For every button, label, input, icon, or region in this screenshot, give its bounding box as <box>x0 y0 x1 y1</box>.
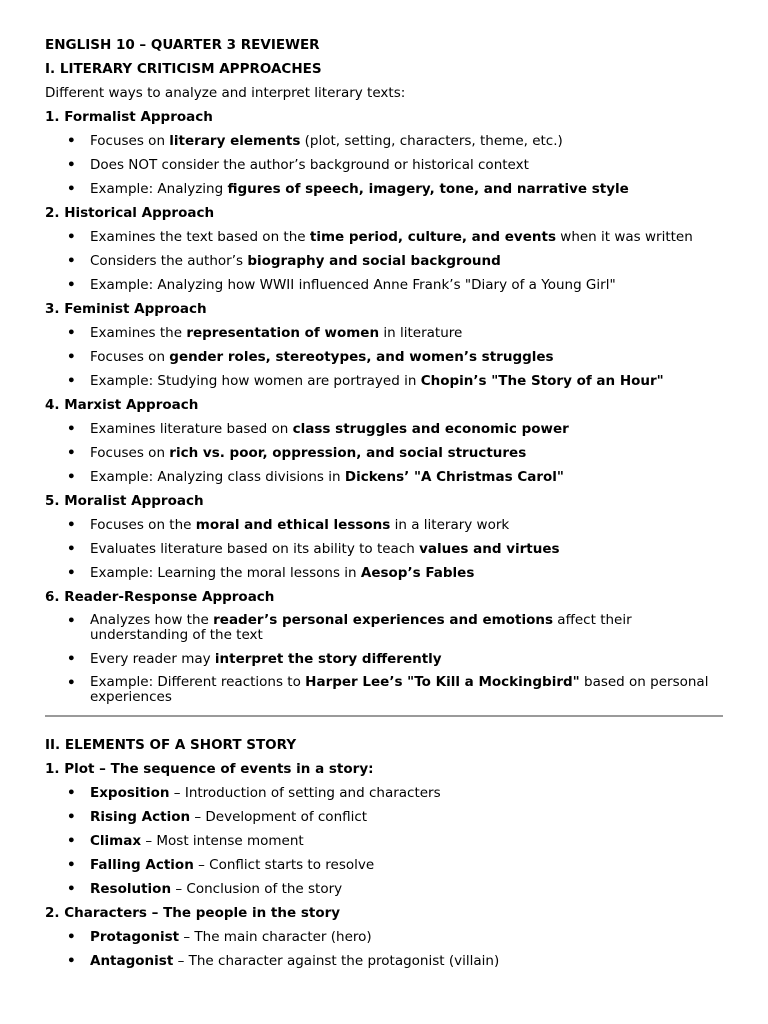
approach-title: 4. Marxist Approach <box>45 397 199 413</box>
bullet-icon: • <box>67 613 76 629</box>
bullet-icon: • <box>67 421 76 437</box>
list-item: • Exposition – Introduction of setting and characters <box>67 785 441 801</box>
bullet-icon: • <box>67 881 76 897</box>
list-item: • Does NOT consider the author’s background or historical context <box>67 157 529 173</box>
list-item: • Example: Analyzing figures of speech, imagery, tone, and narrative style <box>67 181 629 197</box>
bullet-icon: • <box>67 565 76 581</box>
list-item: • Rising Action – Development of conflict <box>67 809 368 825</box>
bullet-icon: • <box>67 157 76 173</box>
list-item: • Focuses on gender roles, stereotypes, and women’s struggles <box>67 349 554 365</box>
horizontal-divider <box>45 715 723 717</box>
list-item: • Evaluates literature based on its ability to teach values and virtues <box>67 541 560 557</box>
section-heading: II. ELEMENTS OF A SHORT STORY <box>45 737 297 753</box>
approach-title: 1. Formalist Approach <box>45 109 213 125</box>
bullet-list <box>45 785 725 897</box>
bullet-list <box>45 421 725 485</box>
list-item: • Resolution – Conclusion of the story <box>67 881 343 897</box>
list-item: • Example: Learning the moral lessons in Aesop’s Fables <box>67 565 475 581</box>
bullet-icon: • <box>67 349 76 365</box>
bullet-icon: • <box>67 229 76 245</box>
section-intro: Different ways to analyze and interpret literary texts: <box>45 85 406 101</box>
list-item: • Examines the text based on the time period, culture, and events when it was written <box>67 229 693 245</box>
document-content <box>45 37 725 977</box>
list-item: • Climax – Most intense moment <box>67 833 304 849</box>
bullet-icon: • <box>67 445 76 461</box>
bullet-icon: • <box>67 541 76 557</box>
bullet-icon: • <box>67 277 76 293</box>
list-item: • Examines the representation of women in literature <box>67 325 463 341</box>
bullet-icon: • <box>67 325 76 341</box>
bullet-list <box>45 929 725 969</box>
approach-title: 6. Reader-Response Approach <box>45 589 275 605</box>
list-item: • Focuses on rich vs. poor, oppression, and social structures <box>67 445 527 461</box>
bullet-icon: • <box>67 785 76 801</box>
element-title: 1. Plot – The sequence of events in a story: <box>45 761 374 777</box>
list-item: • Analyzes how the reader’s personal experiences and emotions affect their understanding of the text <box>67 612 632 643</box>
list-item: • Considers the author’s biography and social background <box>67 253 501 269</box>
list-item: • Example: Analyzing class divisions in Dickens’ "A Christmas Carol" <box>67 469 564 485</box>
bullet-icon: • <box>67 469 76 485</box>
list-item: • Protagonist – The main character (hero) <box>67 929 372 945</box>
document-title: ENGLISH 10 – QUARTER 3 REVIEWER <box>45 37 320 53</box>
list-item: • Example: Studying how women are portrayed in Chopin’s "The Story of an Hour" <box>67 373 664 389</box>
element-title: 2. Characters – The people in the story <box>45 905 341 921</box>
approach-title: 3. Feminist Approach <box>45 301 207 317</box>
list-item: • Example: Different reactions to Harper Lee’s "To Kill a Mockingbird" based on personal experiences <box>67 674 709 705</box>
bullet-icon: • <box>67 953 76 969</box>
bullet-icon: • <box>67 833 76 849</box>
bullet-list <box>45 517 725 581</box>
approach-title: 2. Historical Approach <box>45 205 215 221</box>
bullet-list <box>45 325 725 389</box>
bullet-icon: • <box>67 929 76 945</box>
bullet-list <box>45 613 725 705</box>
bullet-list <box>45 229 725 293</box>
bullet-icon: • <box>67 675 76 691</box>
approach-title: 5. Moralist Approach <box>45 493 204 509</box>
list-item: • Antagonist – The character against the protagonist (villain) <box>67 953 500 969</box>
bullet-icon: • <box>67 181 76 197</box>
list-item: • Focuses on literary elements (plot, setting, characters, theme, etc.) <box>67 133 563 149</box>
bullet-icon: • <box>67 809 76 825</box>
bullet-icon: • <box>67 373 76 389</box>
bullet-icon: • <box>67 857 76 873</box>
list-item: • Every reader may interpret the story differently <box>67 651 442 667</box>
list-item: • Example: Analyzing how WWII influenced Anne Frank’s "Diary of a Young Girl" <box>67 277 616 293</box>
list-item: • Examines literature based on class struggles and economic power <box>67 421 569 437</box>
bullet-icon: • <box>67 253 76 269</box>
bullet-list <box>45 133 725 197</box>
bullet-icon: • <box>67 651 76 667</box>
list-item: • Falling Action – Conflict starts to resolve <box>67 857 375 873</box>
bullet-icon: • <box>67 133 76 149</box>
section-heading: I. LITERARY CRITICISM APPROACHES <box>45 61 322 77</box>
list-item: • Focuses on the moral and ethical lessons in a literary work <box>67 517 510 533</box>
bullet-icon: • <box>67 517 76 533</box>
